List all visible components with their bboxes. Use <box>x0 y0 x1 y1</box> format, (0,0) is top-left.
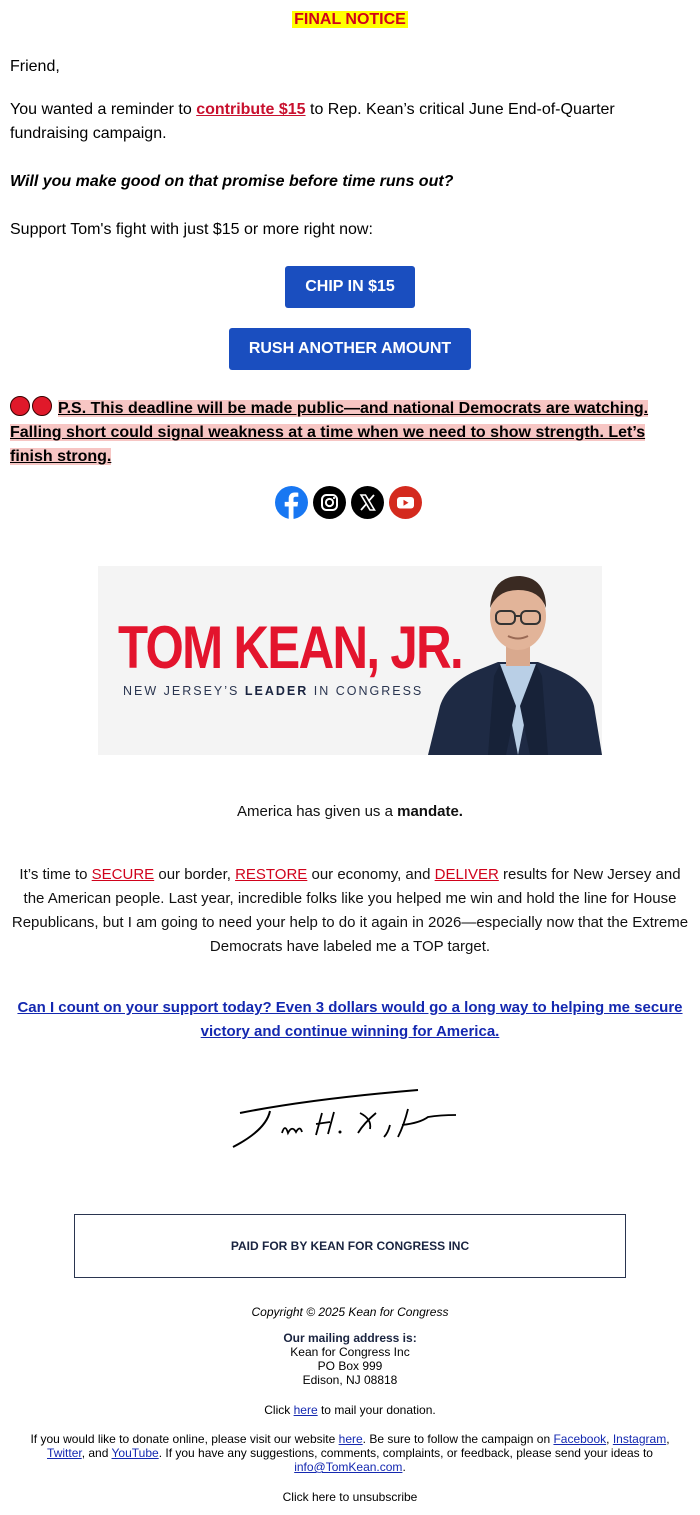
mandate-line: America has given us a mandate. <box>237 803 463 820</box>
facebook-link[interactable]: Facebook <box>553 1432 607 1446</box>
final-notice-label: FINAL NOTICE <box>294 11 406 28</box>
support-text: Support Tom's fight with just $15 or more right now: <box>10 221 373 238</box>
question-text: Will you make good on that promise before time runs out? <box>10 173 454 190</box>
unsubscribe-link[interactable]: Click here to unsubscribe <box>282 1490 418 1504</box>
cta-paragraph <box>10 996 690 1044</box>
paid-for-box: PAID FOR BY KEAN FOR CONGRESS INC <box>74 1214 626 1278</box>
red-circle-icon <box>32 396 52 416</box>
deliver-word: DELIVER <box>434 866 499 883</box>
contribute-link[interactable]: contribute $15 <box>196 101 306 118</box>
mail-donation-link[interactable]: here <box>293 1403 318 1417</box>
youtube-link[interactable]: YouTube <box>111 1446 159 1460</box>
pitch-paragraph: It’s time to SECURE our border, RESTORE our economy, and DELIVER results for New Jersey and the American people. Last year, incredible folks like you helped me win and hold the line for House Republicans, but I am going to need your help to do it again in 2026—especially now that the Extreme Democrats have labeled me a TOP target. <box>11 866 689 955</box>
ps-text: P.S. This deadline will be made public—and national Democrats are watching. Falling short could signal weakness at a time when we need to show strength. Let’s finish strong. <box>10 400 649 465</box>
copyright: Copyright © 2025 Kean for Congress <box>251 1305 449 1319</box>
candidate-banner <box>98 566 602 755</box>
instagram-icon[interactable] <box>313 486 346 519</box>
final-notice-banner <box>0 11 700 29</box>
banner-name: TOM KEAN, JR. <box>118 614 463 681</box>
youtube-icon[interactable] <box>389 486 422 519</box>
instagram-link[interactable]: Instagram <box>612 1432 667 1446</box>
banner-subtitle: NEW JERSEY’S LEADER IN CONGRESS <box>123 684 424 698</box>
reminder-paragraph: You wanted a reminder to contribute $15 to Rep. Kean’s critical June End-of-Quarter fundraising campaign. <box>10 101 615 142</box>
chip-in-button[interactable]: CHIP IN $15 <box>285 266 415 308</box>
rush-amount-button[interactable]: RUSH ANOTHER AMOUNT <box>229 328 471 370</box>
candidate-portrait <box>428 566 602 755</box>
cta-support-link[interactable]: Can I count on your support today? Even 3 dollars would go a long way to helping me secure victory and continue winning for America. <box>17 999 683 1040</box>
donate-info: If you would like to donate online, please visit our website here. Be sure to follow the campaign on Facebook, Instagram, Twitter, and YouTube. If you have any suggestions, comments, complaints, or feedback, please send your ideas to info@TomKean.com. <box>30 1432 670 1474</box>
greeting: Friend, <box>10 58 60 75</box>
facebook-icon[interactable] <box>275 486 308 519</box>
website-link[interactable]: here <box>338 1432 363 1446</box>
social-links <box>275 486 425 522</box>
x-icon[interactable] <box>351 486 384 519</box>
mail-donation-line: Click here to mail your donation. <box>264 1403 436 1417</box>
mailing-address: Our mailing address is: Kean for Congress Inc PO Box 999 Edison, NJ 08818 <box>283 1331 417 1387</box>
red-circle-icon <box>10 396 30 416</box>
twitter-link[interactable]: Twitter <box>47 1446 82 1460</box>
restore-word: RESTORE <box>235 866 308 883</box>
signature <box>230 1085 470 1155</box>
secure-word: SECURE <box>91 866 155 883</box>
ps-note <box>10 396 690 469</box>
email-link[interactable]: info@TomKean.com <box>294 1460 403 1474</box>
